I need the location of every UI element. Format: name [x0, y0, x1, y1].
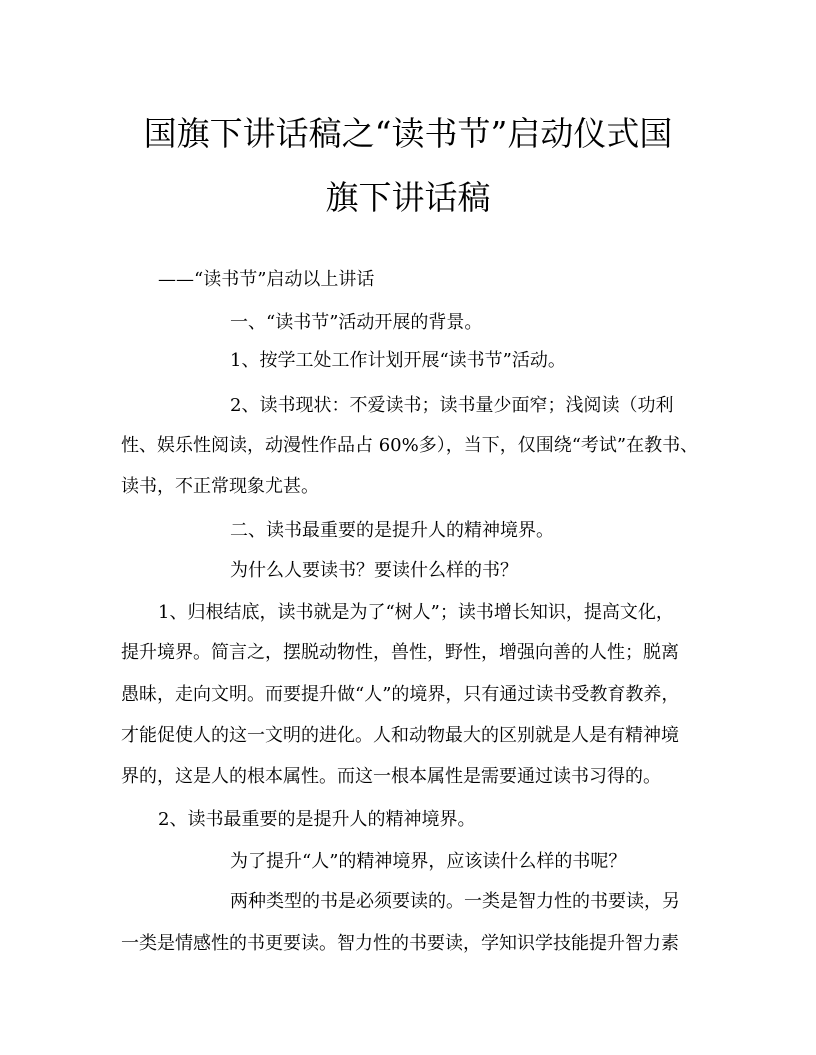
title-line-1: 国旗下讲话稿之“读书节”启动仪式国 [143, 114, 673, 153]
document-title [100, 102, 716, 230]
paragraph-line: 为什么人要读书？要读什么样的书？ [230, 560, 518, 581]
subtitle-line: ——“读书节”启动以上讲话 [158, 269, 375, 290]
paragraph-line: 2、读书最重要的是提升人的精神境界。 [158, 809, 476, 830]
paragraph-line: 2、读书现状：不爱读书；读书量少面窄；浅阅读（功利 [230, 395, 674, 416]
paragraph-line: 1、归根结底，读书就是为了“树人”；读书增长知识，提高文化， [158, 602, 674, 623]
paragraph-line: 才能促使人的这一文明的进化。人和动物最大的区别就是人是有精神境 [121, 725, 679, 746]
paragraph-line: 1、按学工处工作计划开展“读书节”活动。 [230, 350, 566, 371]
paragraph-line: 界的，这是人的根本属性。而这一根本属性是需要通过读书习得的。 [121, 766, 661, 787]
paragraph-line: 读书，不正常现象尤甚。 [121, 476, 319, 497]
paragraph-line: 为了提升“人”的精神境界，应该读什么样的书呢？ [230, 851, 627, 872]
title-line-2: 旗下讲话稿 [325, 178, 491, 217]
section-heading-2: 二、读书最重要的是提升人的精神境界。 [230, 520, 554, 541]
paragraph-line: 提升境界。简言之，摆脱动物性，兽性，野性，增强向善的人性；脱离 [121, 642, 679, 663]
section-heading-1: 一、“读书节”活动开展的背景。 [230, 312, 483, 333]
paragraph-line: 两种类型的书是必须要读的。一类是智力性的书要读，另 [230, 891, 680, 912]
paragraph-line: 一类是情感性的书更要读。智力性的书要读，学知识学技能提升智力素 [121, 933, 679, 954]
paragraph-line: 性、娱乐性阅读，动漫性作品占 60%多），当下，仅围绕“考试”在教书、 [121, 435, 699, 456]
paragraph-line: 愚昧，走向文明。而要提升做“人”的境界，只有通过读书受教育教养， [121, 684, 680, 705]
